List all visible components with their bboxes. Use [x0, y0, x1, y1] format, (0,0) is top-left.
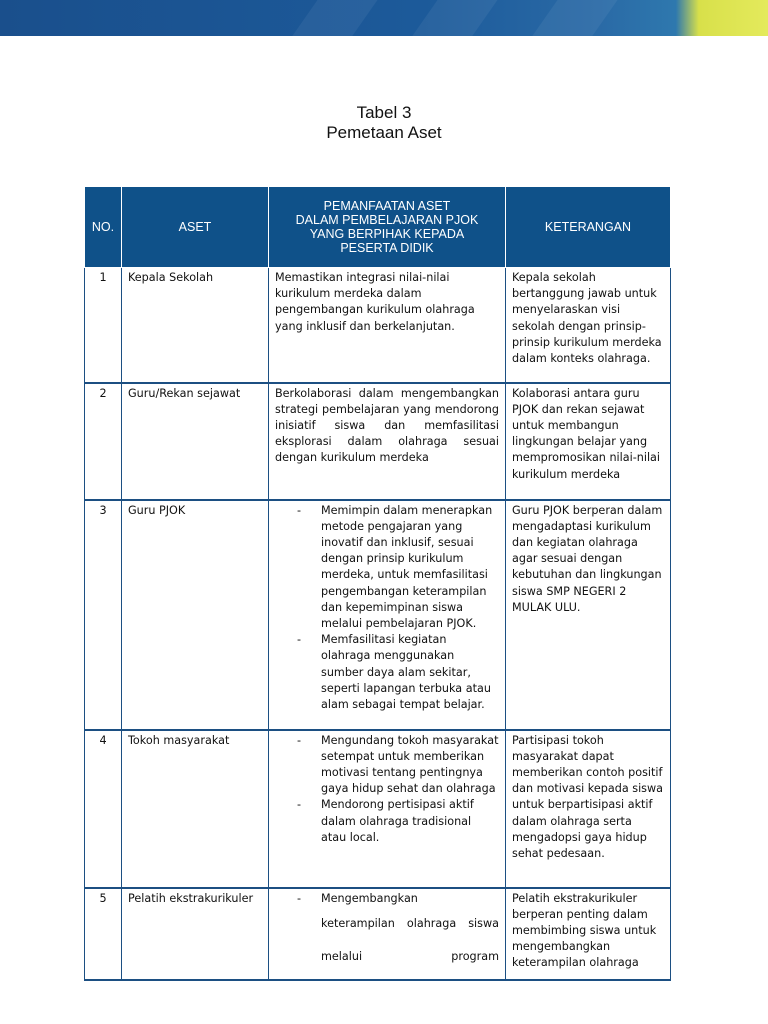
- dash-bullet: -: [297, 633, 302, 647]
- row-pemanfaatan: Berkolaborasi dalam mengembangkan strategi pembelajaran yang mendorong inisiatif siswa dan memfasilitasi eksplorasi dalam olahraga sesuai dengan kurikulum merdeka: [269, 383, 506, 500]
- table-row: [85, 730, 671, 888]
- header-keterangan: KETERANGAN: [506, 187, 671, 268]
- table-number: Tabel 3: [356, 103, 412, 122]
- row-keterangan: Pelatih ekstrakurikuler berperan penting dalam membimbing siswa untuk mengembangkan keterampilan olahraga: [506, 888, 671, 980]
- table-row: [85, 500, 671, 730]
- row-keterangan: Partisipasi tokoh masyarakat dapat memberikan contoh positif dan motivasi kepada siswa untuk berpartisipasi aktif dalam olahraga serta mengadopsi gaya hidup sehat pedesaan.: [506, 730, 671, 888]
- header-pemanfaatan: PEMANFAATAN ASET DALAM PEMBELAJARAN PJOK YANG BERPIHAK KEPADA PESERTA DIDIK: [269, 187, 506, 268]
- row-aset: Kepala Sekolah: [122, 268, 269, 383]
- row-pemanfaatan: [269, 500, 506, 730]
- header-aset: ASET: [122, 187, 269, 268]
- row-aset: Pelatih ekstrakurikuler: [122, 888, 269, 980]
- table-row: [85, 268, 671, 383]
- top-banner: [0, 0, 768, 36]
- pemanfaatan-list: [297, 733, 499, 846]
- row-number: 1: [85, 268, 122, 383]
- pemanfaatan-list: [297, 503, 499, 714]
- row-number: 4: [85, 730, 122, 888]
- table-row: [85, 888, 671, 980]
- row-aset: Guru PJOK: [122, 500, 269, 730]
- list-item: - Mengundang tokoh masyarakat setempat untuk memberikan motivasi tentang pentingnya gaya hidup sehat dan olahraga: [297, 733, 499, 796]
- row-number: 2: [85, 383, 122, 500]
- row-keterangan: Kepala sekolah bertanggung jawab untuk menyelaraskan visi sekolah dengan prinsip-prinsip kurikulum merdeka dalam konteks olahraga.: [506, 268, 671, 383]
- row-pemanfaatan: [269, 888, 506, 980]
- pemanfaatan-list: [297, 891, 499, 973]
- dash-bullet: -: [297, 503, 302, 517]
- table-row: [85, 383, 671, 500]
- row-pemanfaatan: Memastikan integrasi nilai-nilai kurikulum merdeka dalam pengembangan kurikulum olahraga yang inklusif dan berkelanjutan.: [269, 268, 506, 383]
- row-keterangan: Kolaborasi antara guru PJOK dan rekan sejawat untuk membangun lingkungan belajar yang mempromosikan nilai-nilai kurikulum merdeka: [506, 383, 671, 500]
- list-item: - Memfasilitasi kegiatan olahraga menggunakan sumber daya alam sekitar, seperti lapangan terbuka atau alam sebagai tempat belajar.: [297, 633, 491, 711]
- row-keterangan: Guru PJOK berperan dalam mengadaptasi kurikulum dan kegiatan olahraga agar sesuai dengan kebutuhan dan lingkungan siswa SMP NEGERI 2 MULAK ULU.: [506, 500, 671, 730]
- asset-mapping-table: [84, 186, 671, 981]
- row-pemanfaatan: [269, 730, 506, 888]
- header-no: NO.: [85, 187, 122, 268]
- list-item: - Mengembangkan keterampilan olahraga siswa melalui program: [297, 891, 499, 963]
- dash-bullet: -: [297, 891, 302, 905]
- dash-bullet: -: [297, 733, 302, 747]
- table-title: [0, 103, 768, 143]
- table-caption: Pemetaan Aset: [326, 123, 442, 142]
- list-item: - Memimpin dalam menerapkan metode pengajaran yang inovatif dan inklusif, sesuai dengan prinsip kurikulum merdeka, untuk memfasilitasi pengembangan keterampilan dan kepemimpinan siswa melalui pembelajaran PJOK.: [297, 503, 493, 630]
- list-item: - Mendorong pertisipasi aktif dalam olahraga tradisional atau local.: [297, 798, 474, 844]
- row-aset: Guru/Rekan sejawat: [122, 383, 269, 500]
- row-aset: Tokoh masyarakat: [122, 730, 269, 888]
- dash-bullet: -: [297, 798, 302, 812]
- header-row: [85, 187, 671, 268]
- row-number: 5: [85, 888, 122, 980]
- row-number: 3: [85, 500, 122, 730]
